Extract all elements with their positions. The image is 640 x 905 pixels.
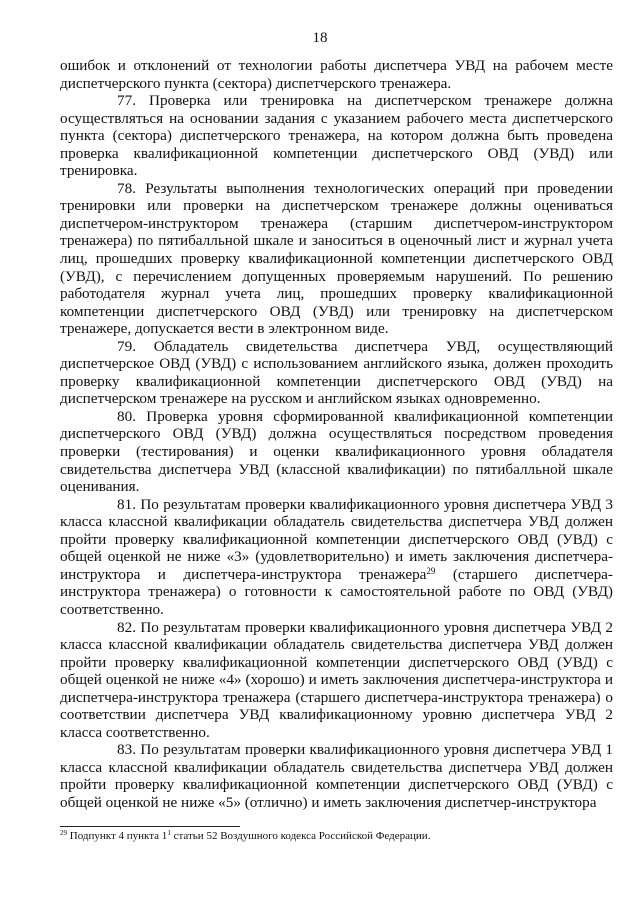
paragraph-continuation: ошибок и отклонений от технологии работы диспетчера УВД на рабочем месте диспетчерского пункта (сектора) диспетчерского тренажера. <box>60 57 613 92</box>
footnote-mark: 29 <box>60 829 67 837</box>
paragraph-81-text-end: (старшего диспетчера-инструктора тренажера) о готовности к самостоятельной работе по ОВД (УВД) соответственно. <box>60 565 613 618</box>
page-number: 18 <box>312 30 328 46</box>
paragraph-79: 79. Обладатель свидетельства диспетчера УВД, осуществляющий диспетчерское ОВД (УВД) с использованием английского языка, должен проходить проверку квалификационной компетенции диспетчерского ОВД (УВД) на диспетчерском тренажере на русском и английском языках одновременно. <box>60 337 613 408</box>
paragraph-78: 78. Результаты выполнения технологических операций при проведении тренировки или проверки на диспетчерском тренажере должны оцениваться диспетчером-инструктором тренажера (старшим диспетчером-инструктором тренажера) по пятибалльной шкале и заноситься в оценочный лист и журнал учета лиц, прошедших проверку квалификационной компетенции диспетчерского ОВД (УВД), с перечислением допущенных проверяемым нарушений. По решению работодателя журнал учета лиц, прошедших проверку квалификационной компетенции диспетчерского ОВД (УВД) или тренировку на диспетчерском тренажере, допускается вести в электронном виде. <box>60 179 613 338</box>
footnote-text-end: статьи 52 Воздушного кодекса Российской Федерации. <box>170 830 431 842</box>
footnote-superscript: 1 <box>167 829 171 837</box>
paragraph-77: 77. Проверка или тренировка на диспетчерском тренажере должна осуществляться на основании задания с указанием рабочего места диспетчерского пункта (сектора) диспетчерского тренажера, на котором должна быть проведена проверка квалификационной компетенции диспетчерского ОВД (УВД) или тренировка. <box>60 92 613 180</box>
body-text <box>60 57 613 812</box>
footnote <box>60 830 613 843</box>
paragraph-82: 82. По результатам проверки квалификационного уровня диспетчера УВД 2 класса классной квалификации обладатель свидетельства диспетчера УВД должен пройти проверку квалификационной компетенции диспетчерского ОВД (УВД) с общей оценкой не ниже «4» (хорошо) и иметь заключения диспетчера-инструктора и диспетчера-инструктора тренажера (старшего диспетчера-инструктора тренажера) о соответствии диспетчера УВД квалификационному уровню диспетчера УВД 2 класса соответственно. <box>60 618 613 741</box>
paragraph-81-text-start: 81. По результатам проверки квалификационного уровня диспетчера УВД 3 класса классной квалификации обладатель свидетельства диспетчера УВД должен пройти проверку квалификационной компетенции диспетчерского ОВД (УВД) с общей оценкой не ниже «3» (удовлетворительно) и иметь заключения диспетчера-инструктора и диспетчера-инструктора тренажера <box>60 495 613 583</box>
paragraph-81 <box>60 496 613 619</box>
footnote-divider <box>60 826 240 827</box>
footnote-text-start: Подпункт 4 пункта 1 <box>67 830 168 842</box>
footnote-reference-29[interactable]: 29 <box>426 565 436 576</box>
paragraph-80: 80. Проверка уровня сформированной квалификационной компетенции диспетчерского ОВД (УВД) должна осуществляться посредством проведения проверки (тестирования) и оценки квалификационного уровня обладателя свидетельства диспетчера УВД (классной квалификации) по пятибалльной шкале оценивания. <box>60 407 613 496</box>
paragraph-83: 83. По результатам проверки квалификационного уровня диспетчера УВД 1 класса классной квалификации обладатель свидетельства диспетчера УВД должен пройти проверку квалификационной компетенции диспетчерского ОВД (УВД) с общей оценкой не ниже «5» (отлично) и иметь заключения диспетчер-инструктора <box>60 741 613 811</box>
